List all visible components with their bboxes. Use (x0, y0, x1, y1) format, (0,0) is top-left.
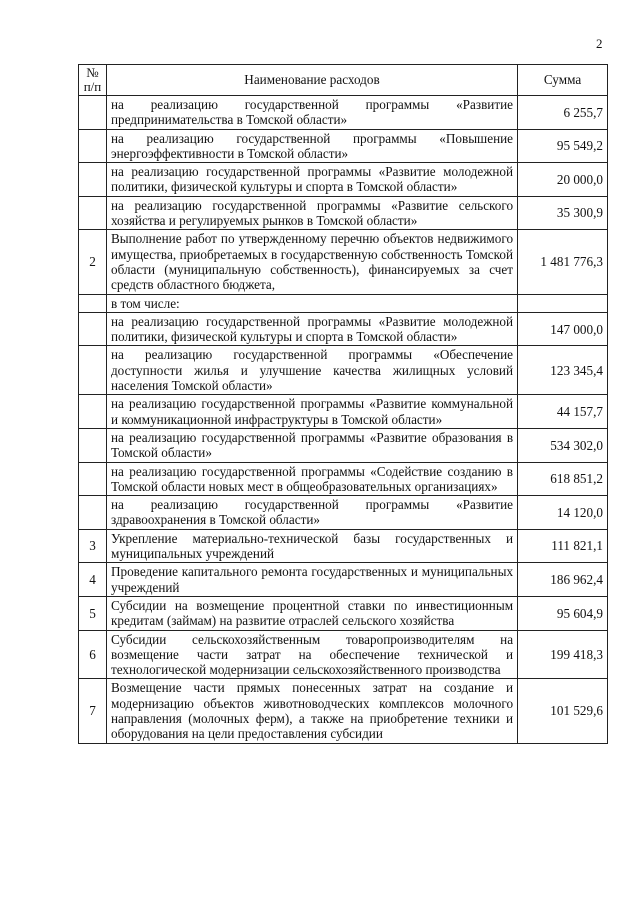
row-name-cell: на реализацию государственной программы «Развитие молодежной политики, физической культуры и спорта в Томской области» (106, 163, 517, 197)
row-name-cell: на реализацию государственной программы «Развитие образования в Томской области» (106, 428, 517, 462)
table-row (79, 529, 608, 563)
row-sum-cell: 618 851,2 (518, 462, 608, 496)
table-row (79, 496, 608, 530)
row-number-cell (79, 428, 107, 462)
row-name-cell: на реализацию государственной программы «Обеспечение доступности жилья и улучшение качества жилищных условий населения Томской области» (106, 346, 517, 395)
row-number-cell: 3 (79, 529, 107, 563)
column-header-sum: Сумма (518, 65, 608, 96)
row-sum-cell: 186 962,4 (518, 563, 608, 597)
row-number-cell (79, 346, 107, 395)
row-name-cell: Проведение капитального ремонта государственных и муниципальных учреждений (106, 563, 517, 597)
header-num-line2: п/п (83, 79, 102, 94)
row-sum-cell: 14 120,0 (518, 496, 608, 530)
table-row (79, 395, 608, 429)
row-sum-cell: 44 157,7 (518, 395, 608, 429)
row-name-cell: Выполнение работ по утвержденному перечню объектов недвижимого имущества, приобретаемых в государственную собственность Томской области (муниципальную собственность), финансируемых за счет средств областного бюджета, (106, 230, 517, 294)
table-row (79, 679, 608, 743)
row-name-cell: на реализацию государственной программы «Развитие здравоохранения в Томской области» (106, 496, 517, 530)
table-row (79, 596, 608, 630)
table-header-row (79, 65, 608, 96)
row-sum-cell: 35 300,9 (518, 196, 608, 230)
row-number-cell (79, 129, 107, 163)
table-row (79, 462, 608, 496)
table-row (79, 163, 608, 197)
page-number: 2 (596, 36, 603, 51)
row-sum-cell: 147 000,0 (518, 312, 608, 346)
row-sum-cell: 111 821,1 (518, 529, 608, 563)
row-sum-cell: 101 529,6 (518, 679, 608, 743)
row-number-cell (79, 496, 107, 530)
row-name-cell: на реализацию государственной программы «Развитие сельского хозяйства и регулируемых рынков в Томской области» (106, 196, 517, 230)
column-header-name: Наименование расходов (106, 65, 517, 96)
row-name-cell: Субсидии на возмещение процентной ставки по инвестиционным кредитам (займам) на развитие отраслей сельского хозяйства (106, 596, 517, 630)
row-sum-cell: 95 549,2 (518, 129, 608, 163)
table-row (79, 96, 608, 130)
row-name-cell: Субсидии сельскохозяйственным товаропроизводителям на возмещение части затрат на обеспечение технической и технологической модернизации сельскохозяйственного производства (106, 630, 517, 679)
table-row (79, 346, 608, 395)
row-number-cell (79, 163, 107, 197)
table-row (79, 630, 608, 679)
row-number-cell: 7 (79, 679, 107, 743)
table-row (79, 563, 608, 597)
row-name-cell: в том числе: (106, 294, 517, 312)
row-number-cell: 5 (79, 596, 107, 630)
row-sum-cell: 95 604,9 (518, 596, 608, 630)
table-row (79, 312, 608, 346)
row-number-cell (79, 196, 107, 230)
table-row (79, 196, 608, 230)
row-name-cell: на реализацию государственной программы «Содействие созданию в Томской области новых мест в общеобразовательных организациях» (106, 462, 517, 496)
table-row (79, 129, 608, 163)
table-row (79, 428, 608, 462)
row-number-cell: 6 (79, 630, 107, 679)
row-number-cell (79, 462, 107, 496)
row-name-cell: Возмещение части прямых понесенных затрат на создание и модернизацию объектов животноводческих комплексов молочного направления (молочных ферм), а также на приобретение техники и оборудования на цели предоставления субсидии (106, 679, 517, 743)
column-header-number (79, 65, 107, 96)
row-number-cell: 2 (79, 230, 107, 294)
row-name-cell: Укрепление материально-технической базы государственных и муниципальных учреждений (106, 529, 517, 563)
row-sum-cell: 20 000,0 (518, 163, 608, 197)
row-number-cell (79, 395, 107, 429)
row-name-cell: на реализацию государственной программы «Развитие коммунальной и коммуникационной инфраструктуры в Томской области» (106, 395, 517, 429)
row-number-cell (79, 294, 107, 312)
row-number-cell: 4 (79, 563, 107, 597)
row-sum-cell (518, 294, 608, 312)
row-sum-cell: 6 255,7 (518, 96, 608, 130)
row-name-cell: на реализацию государственной программы «Развитие молодежной политики, физической культуры и спорта в Томской области» (106, 312, 517, 346)
row-name-cell: на реализацию государственной программы «Развитие предпринимательства в Томской области» (106, 96, 517, 130)
header-num-line1: № (86, 65, 99, 80)
row-sum-cell: 123 345,4 (518, 346, 608, 395)
row-number-cell (79, 312, 107, 346)
row-sum-cell: 1 481 776,3 (518, 230, 608, 294)
row-number-cell (79, 96, 107, 130)
row-sum-cell: 534 302,0 (518, 428, 608, 462)
row-name-cell: на реализацию государственной программы «Повышение энергоэффективности в Томской области» (106, 129, 517, 163)
expenses-table (78, 64, 608, 744)
table-row (79, 294, 608, 312)
table-row (79, 230, 608, 294)
row-sum-cell: 199 418,3 (518, 630, 608, 679)
